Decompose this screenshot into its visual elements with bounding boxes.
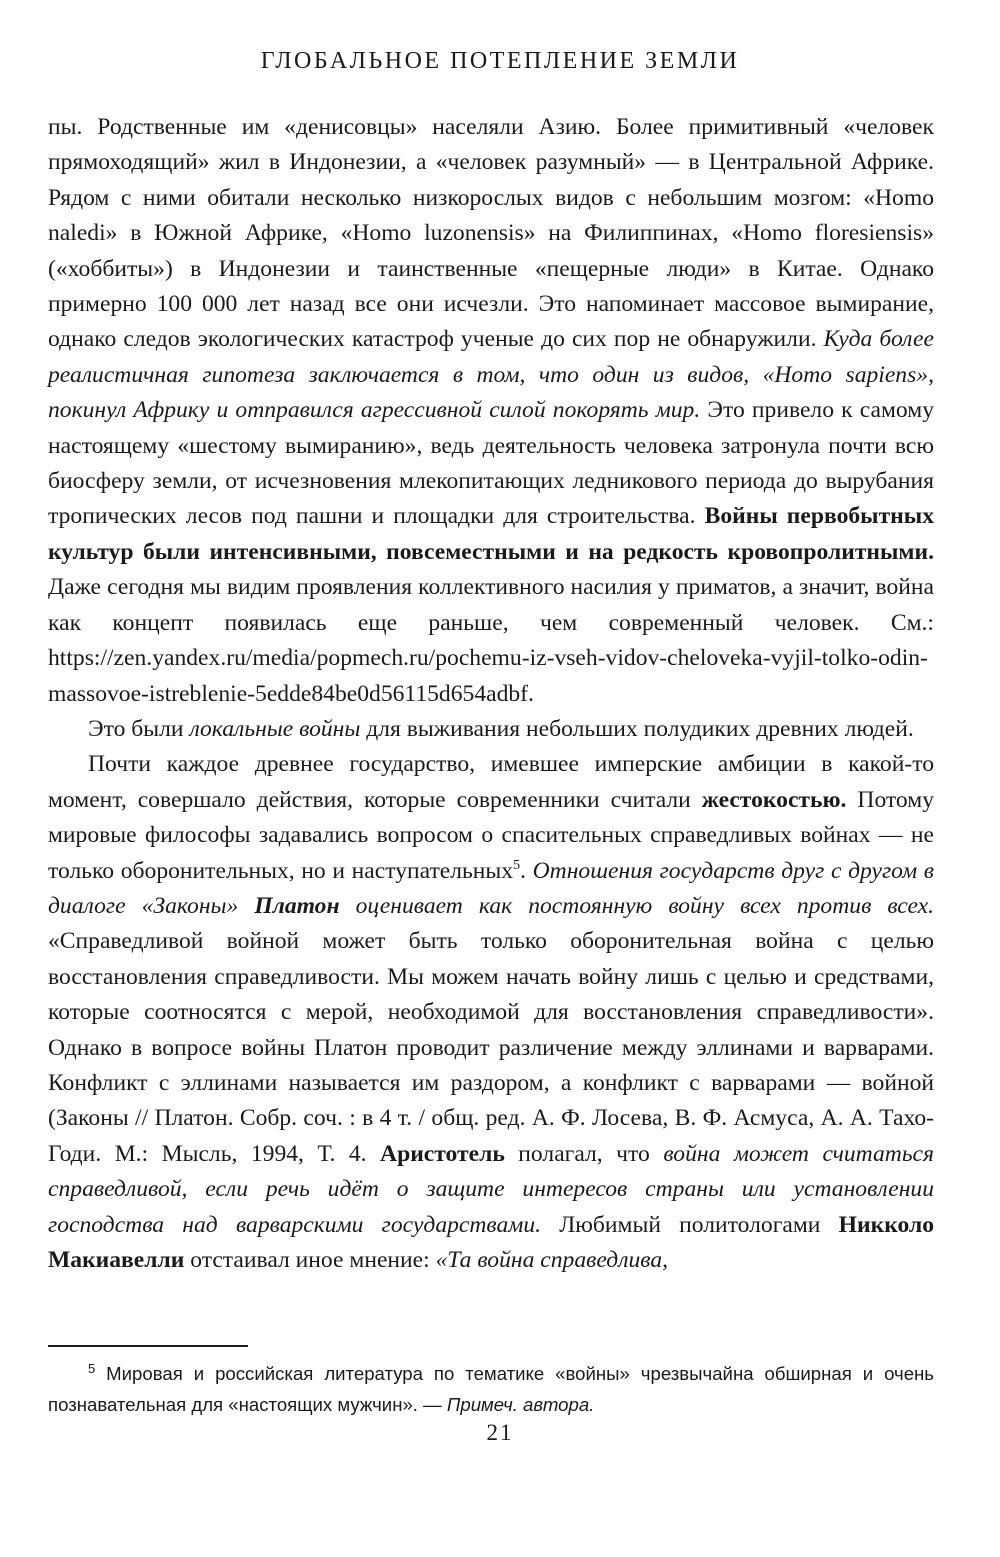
text-run: Почти каждое древнее государство, имевшее имперские амбиции в какой-то момент, совершало действия, которые современники считали [48,751,934,813]
text-run: Даже сегодня мы видим проявления коллективного насилия у приматов, а значит, война как концепт появилась еще раньше, чем современный человек. См.: https://zen.yandex.ru/media/popmech.ru/pochemu-iz-vseh-vidov-cheloveka-vyjil-tolko-odin-massovoe-istreblenie-5edde84be0d56115d654adbf. [48,574,934,707]
bold-run: жестокостью. [701,786,847,813]
footnote-text: Мировая и российская литература по тематике «войны» чрезвычайна обширная и очень познавательная для «настоящих мужчин». — [48,1363,934,1415]
page-number: 21 [486,1420,514,1445]
text-run: Это были [88,715,190,742]
paragraph-continuation [48,110,934,712]
text-run: полагал, что [504,1140,664,1167]
bold-run: Никколо Макиавелли [48,1211,934,1273]
bold-run: Аристотель [380,1140,505,1167]
italic-run: «Та война справедлива, [435,1247,669,1273]
text-run: . [520,857,533,884]
italic-run: Куда более реалистичная гипотеза заключается в том, что один из видов, «Homo sapiens», покинул Африку и отправился агрессивной силой покорять мир. [48,326,934,424]
text-run: для выживания небольших полудиких древних людей. [360,715,914,742]
italic-run: оценивает как постоянную войну всех против всех. [339,892,934,919]
footnote-attribution: Примеч. автора. [446,1394,595,1415]
text-run: отстаивал иное мнение: [184,1247,436,1273]
running-title: ГЛОБАЛЬНОЕ ПОТЕПЛЕНИЕ ЗЕМЛИ [260,48,740,74]
footnote-divider [48,1345,248,1347]
italic-run: Отношения государств друг с другом в диалоге «Законы» [48,857,935,919]
footnote-reference[interactable]: 5 [513,857,521,873]
italic-run: локальные войны [189,715,361,742]
footnote-marker: 5 [88,1361,96,1376]
text-run: Любимый политологами [541,1211,839,1238]
footnote [48,1358,934,1420]
text-run: «Справедливой войной может быть только оборонительная война с целью восстановления справедливости. Мы можем начать войну лишь с целью и средствами, которые соотносятся с мерой, необходимой для восстановления справедливости». Однако в вопросе войны Платон проводит различение между эллинами и варварами. Конфликт с эллинами называется им раздором, а конфликт с варварами — войной (Законы // Платон. Собр. соч. : в 4 т. / общ. ред. А. Ф. Лосева, В. Ф. Асмуса, А. А. Тахо-Годи. М.: Мысль, 1994, Т. 4. [48,928,934,1167]
page-body [48,110,934,1278]
italic-run: война может считаться справедливой, если речь идёт о защите интересов страны или установлении господства над варварскими государствами. [48,1140,935,1238]
text-run: пы. Родственные им «денисовцы» населяли Азию. Более примитивный «человек прямоходящий» жил в Индонезии, а «человек разумный» — в Центральной Африке. Рядом с ними обитали несколько низкорослых видов с небольшим мозгом: «Homo naledi» в Южной Африке, «Homo luzonensis» на Филиппинах, «Homo floresiensis» («хоббиты») в Индонезии и таинственные «пещерные люди» в Китае. Однако примерно 100 000 лет назад все они исчезли. Это напоминает массовое вымирание, однако следов экологических катастроф ученые до сих пор не обнаружили. [48,114,934,353]
bold-italic-run: Платон [254,892,340,919]
text-run: Потому мировые философы задавались вопросом о спасительных справедливых войнах — не только оборонительных, но и наступательных [48,786,934,884]
bold-run: Войны первобытных культур были интенсивными, повсеместными и на редкость кровопролитными. [48,503,934,565]
text-run: Это привело к самому настоящему «шестому вымиранию», ведь деятельность человека затронула почти всю биосферу земли, от исчезновения млекопитающих ледникового периода до вырубания тропических лесов под пашни и площадки для строительства. [48,397,934,530]
paragraph-just-wars [48,747,934,1278]
paragraph-local-wars [48,712,934,747]
